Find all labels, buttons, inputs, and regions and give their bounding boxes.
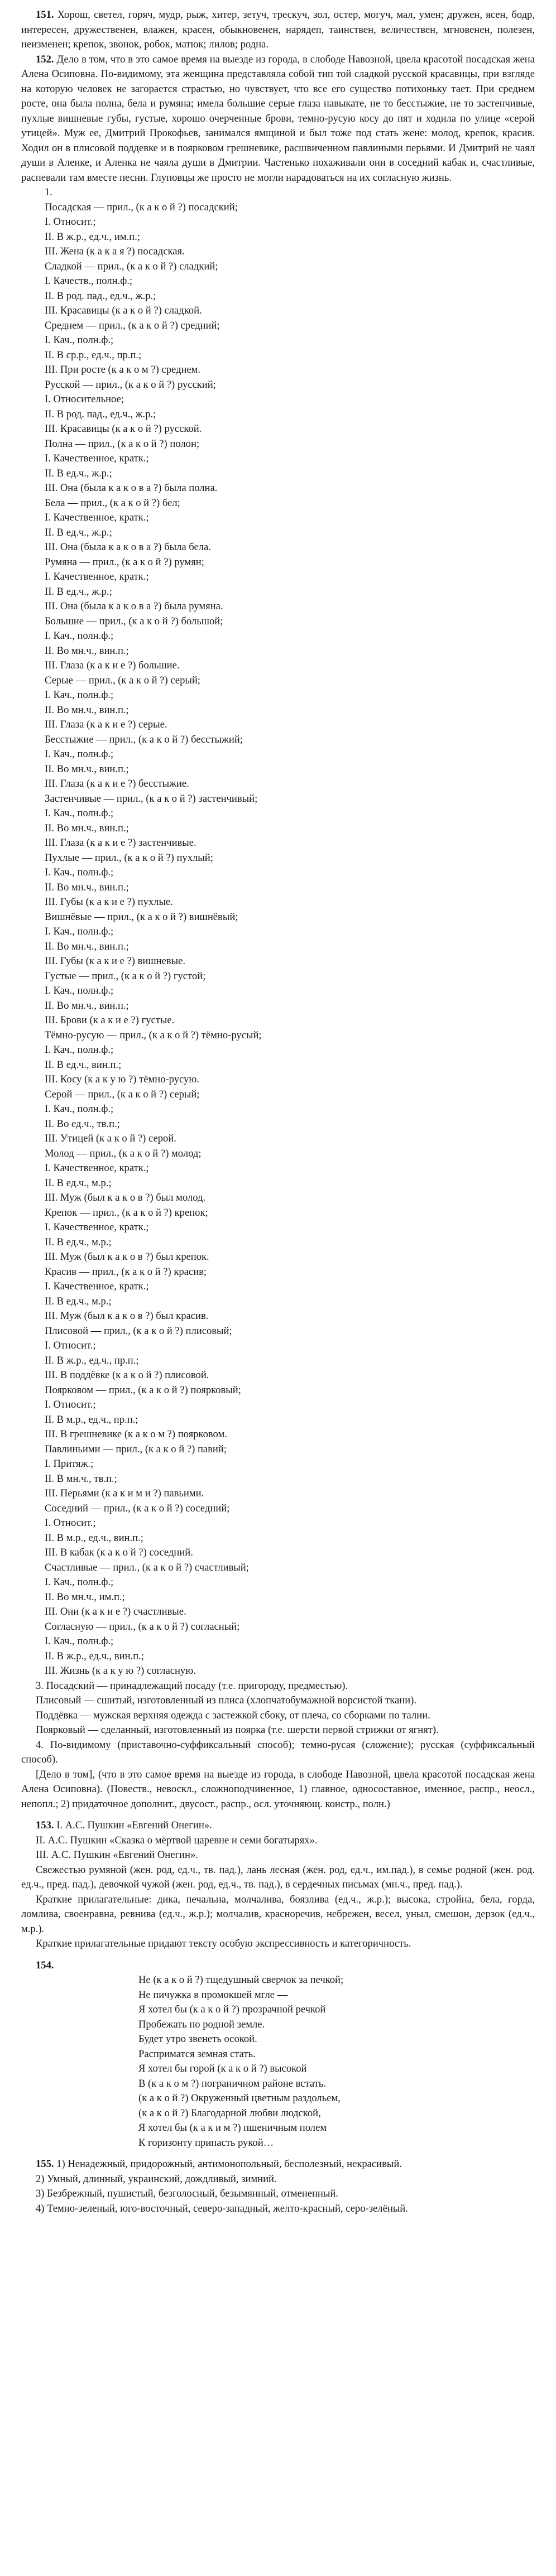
text-line: Соседний — прил., (к а к о й ?) соседний; bbox=[45, 1502, 230, 1514]
text-line: Пробежать по родной земле. bbox=[138, 2018, 265, 2030]
text-line: Сладкой — прил., (к а к о й ?) сладкий; bbox=[45, 260, 218, 272]
text-line: I. Кач., полн.ф.; bbox=[45, 926, 114, 937]
text-line: Пухлые — прил., (к а к о й ?) пухлый; bbox=[45, 851, 213, 864]
text-line: 4. По-видимому (приставочно-суффиксальный способ); темно-русая (сложение); русская (суффиксальный способ). bbox=[21, 1739, 535, 1765]
text-line: III. Утицей (к а к о й ?) серой. bbox=[45, 1133, 176, 1144]
text-line: Я хотел бы (к а к о й ?) прозрачной речкой bbox=[138, 2004, 326, 2015]
exercise-number: 155. bbox=[36, 2158, 54, 2170]
text-line: II. Во мн.ч., вин.п.; bbox=[45, 763, 129, 775]
text-line: I. Кач., полн.ф.; bbox=[45, 807, 114, 819]
text-line: Застенчивые — прил., (к а к о й ?) застенчивый; bbox=[45, 792, 258, 805]
exercise-155-head bbox=[21, 2157, 535, 2172]
text-line: II. В ед.ч., м.р.; bbox=[45, 1295, 112, 1307]
text-line: I. Относит.; bbox=[45, 216, 96, 228]
text-line: II. Во мн.ч., вин.п.; bbox=[45, 999, 129, 1012]
text-line: II. Во ед.ч., тв.п.; bbox=[45, 1118, 120, 1130]
text-line: I. Кач., полн.ф.; bbox=[45, 334, 114, 346]
text-line: Русской — прил., (к а к о й ?) русский; bbox=[45, 378, 216, 391]
text-line: Плисовой — прил., (к а к о й ?) плисовый; bbox=[45, 1325, 232, 1337]
text-line: I. Качественное, кратк.; bbox=[45, 452, 149, 464]
exercise-153 bbox=[21, 1818, 535, 1952]
text-line: III. Красавицы (к а к о й ?) сладкой. bbox=[45, 305, 202, 316]
text-line: III. Она (была к а к о в а ?) была бела. bbox=[45, 541, 211, 553]
text-line: III. В поддёвке (к а к о й ?) плисовой. bbox=[45, 1369, 209, 1381]
text-line: II. В ед.ч., м.р.; bbox=[45, 1236, 112, 1248]
text-line: Полна — прил., (к а к о й ?) полон; bbox=[45, 437, 200, 450]
text-line: II. В ед.ч., ж.р.; bbox=[45, 585, 112, 598]
text-line: (к а к о й ?) Благодарной любви людской, bbox=[138, 2107, 321, 2119]
text-line: III. Она (была к а к о в а ?) была румяна. bbox=[45, 600, 223, 612]
analysis-block bbox=[21, 185, 535, 1679]
text-line: Поддёвка — мужская верхняя одежда с застежкой сбоку, от плеча, со сборками по талии. bbox=[36, 1709, 430, 1721]
exercise-paragraph: Краткие прилагательные: дика, печальна, молчалива, боязлива (ед.ч., ж.р.); высока, стройна, бела, горда, ломлива, своенравна, ревнива (ед.ч., ж.р.); молчалив, красноречив, небрежен, весел, уныл, смешон, дерзок (ед.ч., м.р.). bbox=[21, 1893, 535, 1935]
text-line: III. Они (к а к и е ?) счастливые. bbox=[45, 1606, 186, 1617]
text-line: III. Муж (был к а к о в ?) был молод. bbox=[45, 1192, 206, 1203]
text-line: I. Относит.; bbox=[45, 1517, 96, 1529]
text-line: I. Относит.; bbox=[45, 1340, 96, 1351]
text-line: II. В род. пад., ед.ч., ж.р.; bbox=[45, 290, 156, 302]
poem bbox=[21, 1973, 535, 2150]
text-line: 3. Посадский — принадлежащий посаду (т.е. пригороду, предместью). bbox=[36, 1679, 348, 1692]
text-line: III. Брови (к а к и е ?) густые. bbox=[45, 1014, 175, 1026]
text-line: III. Глаза (к а к и е ?) большие. bbox=[45, 659, 180, 671]
text-line: [Дело в том], (что в это самое время на выезде из города, в слободе Навозной, цвела красотой посадская жена Алена Осиповна). (Повеств., невоскл., сложноподчиненное, 1) главное, односоставное, именное, распр., неосл., непопл.; 2) придаточное дополнит., двусост., распр., осл. уточняющ. констр., полн.) bbox=[21, 1768, 535, 1810]
exercise-number: 154. bbox=[36, 1959, 54, 1971]
exercise-line: 2) Умный, длинный, украинский, дождливый, зимний. bbox=[36, 2173, 277, 2185]
exercise-number: 153. bbox=[36, 1819, 54, 1831]
text-line: II. В ед.ч., м.р.; bbox=[45, 1177, 112, 1189]
text-line: Тёмно-русую — прил., (к а к о й ?) тёмно-русый; bbox=[45, 1029, 262, 1041]
spacer bbox=[21, 1812, 535, 1818]
text-line: К горизонту припасть рукой… bbox=[138, 2136, 274, 2149]
text-line: III. При росте (к а к о м ?) среднем. bbox=[45, 364, 201, 375]
exercise-text: Дело в том, что в это самое время на выезде из города, в слободе Навозной, цвела красотой посадская жена Алена Осиповна. По-видимому, эта женщина представляла собой тип той сладкой русской красавицы, при взгляде на которую человек не загорается страстью, но чувствует, что все его существо потихоньку тает. При среднем росте, она была полна, бела и румяна; имела большие серые глаза навыкате, не то бесстыжие, не то застенчивые, пухлые вишневые губы, густые, хорошо очерченные брови, темно-русую косу до пят и ходила по улице «серой утицей». Муж ее, Дмитрий Прокофьев, занимался ямщиной и был тоже под стать жене: молод, крепок, красив. Ходил он в плисовой поддевке и в поярковом грешневике, расшвиченном павлиными перьями. И Дмитрий не чаял души в Аленке, и Аленка не чаяла души в Дмитрии. Частенько похаживали они в соседний кабак и, счастливые, распевали там вместе песни. Глуповцы же просто не могли нарадоваться на их согласную жизнь. bbox=[21, 53, 535, 184]
exercise-153-head bbox=[21, 1818, 535, 1833]
text-line: II. В ж.р., ед.ч., пр.п.; bbox=[45, 1354, 139, 1366]
text-line: II. В ж.р., ед.ч., им.п.; bbox=[45, 230, 141, 243]
text-line: II. В м.р., ед.ч., вин.п.; bbox=[45, 1532, 143, 1544]
text-line: I. Относительное; bbox=[45, 393, 124, 405]
text-line: Не (к а к о й ?) тщедушный сверчок за печкой; bbox=[138, 1974, 344, 1986]
text-line: III. Губы (к а к и е ?) вишневые. bbox=[45, 955, 186, 967]
text-line: I. Качественное, кратк.; bbox=[45, 1280, 149, 1292]
text-line: Бела — прил., (к а к о й ?) бел; bbox=[45, 497, 180, 509]
text-line: I. Относит.; bbox=[45, 1399, 96, 1410]
exercise-line: 3) Безбрежный, пушистый, безголосный, безымянный, отмененный. bbox=[36, 2188, 338, 2199]
exercise-paragraph: Свежестью румяной (жен. род, ед.ч., тв. пад.), лань лесная (жен. род, ед.ч., им.пад.), в семье родной (жен. род. ед.ч., пред. пад.), девочкой чужой (жен. род, ед.ч., тв. пад.), в сердечных письмах (мн.ч., пред. пад.). bbox=[21, 1864, 535, 1890]
text-line: III. Красавицы (к а к о й ?) русской. bbox=[45, 423, 202, 435]
text-line: 1. bbox=[45, 186, 52, 198]
text-line: Плисовый — сшитый, изготовленный из плиса (хлопчатобумажной ворсистой ткани). bbox=[36, 1694, 417, 1706]
text-line: Молод — прил., (к а к о й ?) молод; bbox=[45, 1147, 202, 1159]
spacer bbox=[21, 1952, 535, 1958]
text-line: I. Кач., полн.ф.; bbox=[45, 630, 114, 642]
text-line: III. Глаза (к а к и е ?) бесстыжие. bbox=[45, 778, 189, 789]
text-line: II. Во мн.ч., вин.п.; bbox=[45, 644, 129, 657]
exercise-line: 4) Темно-зеленый, юго-восточный, северо-западный, желто-красный, серо-зелёный. bbox=[36, 2202, 408, 2214]
text-line: Поярковом — прил., (к а к о й ?) поярковый; bbox=[45, 1384, 241, 1396]
text-line: III. В кабак (к а к о й ?) соседний. bbox=[45, 1547, 193, 1558]
spacer bbox=[21, 2150, 535, 2157]
text-line: III. Она (была к а к о в а ?) была полна. bbox=[45, 482, 218, 494]
text-line: II. Во мн.ч., вин.п.; bbox=[45, 704, 129, 716]
text-line: III. Жизнь (к а к у ю ?) согласную. bbox=[45, 1665, 196, 1677]
text-line: Вишнёвые — прил., (к а к о й ?) вишнёвый; bbox=[45, 911, 238, 923]
text-line: I. Кач., полн.ф.; bbox=[45, 689, 114, 701]
text-line: (к а к о й ?) Окруженный цветным раздольем, bbox=[138, 2092, 341, 2104]
exercise-paragraph: Краткие прилагательные придают тексту особую экспрессивность и категоричность. bbox=[36, 1938, 411, 1949]
text-line: I. Кач., полн.ф.; bbox=[45, 1044, 114, 1056]
text-line: II. В м.р., ед.ч., пр.п.; bbox=[45, 1413, 138, 1426]
text-line: I. Качественное, кратк.; bbox=[45, 512, 149, 523]
text-line: III. Глаза (к а к и е ?) застенчивые. bbox=[45, 837, 196, 849]
text-line: Среднем — прил., (к а к о й ?) средний; bbox=[45, 319, 220, 331]
text-line: II. В ср.р., ед.ч., пр.п.; bbox=[45, 349, 142, 361]
text-line: Я хотел бы (к а к и м ?) пшеничным полем bbox=[138, 2122, 327, 2134]
text-line: I. Притяж.; bbox=[45, 1458, 94, 1470]
exercise-line: II. А.С. Пушкин «Сказка о мёртвой царевне и семи богатырях». bbox=[36, 1834, 318, 1846]
text-line: Счастливые — прил., (к а к о й ?) счастливый; bbox=[45, 1561, 249, 1573]
text-line: III. В грешневике (к а к о м ?) поярковом. bbox=[45, 1428, 227, 1440]
text-line: Посадская — прил., (к а к о й ?) посадский; bbox=[45, 201, 238, 213]
notes-block bbox=[21, 1679, 535, 1812]
exercise-151 bbox=[21, 8, 535, 52]
text-line: Большие — прил., (к а к о й ?) большой; bbox=[45, 615, 223, 627]
exercise-155 bbox=[21, 2157, 535, 2216]
text-line: III. Косу (к а к у ю ?) тёмно-русую. bbox=[45, 1073, 199, 1085]
text-line: I. Качественное, кратк.; bbox=[45, 1221, 149, 1233]
text-line: II. В ед.ч., вин.п.; bbox=[45, 1058, 122, 1071]
text-line: Павлиньими — прил., (к а к о й ?) павий; bbox=[45, 1443, 227, 1455]
text-line: III. Муж (был к а к о в ?) был красив. bbox=[45, 1310, 209, 1322]
text-line: Не пичужка в промокшей мгле — bbox=[138, 1988, 288, 2001]
text-line: III. Глаза (к а к и е ?) серые. bbox=[45, 719, 167, 730]
text-line: Румяна — прил., (к а к о й ?) румян; bbox=[45, 556, 204, 568]
text-line: II. Во мн.ч., вин.п.; bbox=[45, 940, 129, 952]
text-line: I. Кач., полн.ф.; bbox=[45, 1635, 114, 1647]
text-line: Будет утро звенеть осокой. bbox=[138, 2033, 257, 2045]
text-line: I. Кач., полн.ф.; bbox=[45, 1103, 114, 1115]
exercise-line: 1) Ненадежный, придорожный, антимонопольный, бесполезный, некрасивый. bbox=[56, 2158, 402, 2170]
text-line: Бесстыжие — прил., (к а к о й ?) бесстыжий; bbox=[45, 733, 243, 745]
text-line: Густые — прил., (к а к о й ?) густой; bbox=[45, 970, 206, 982]
exercise-number: 152. bbox=[36, 53, 54, 65]
text-line: I. Кач., полн.ф.; bbox=[45, 985, 114, 996]
text-line: II. В ед.ч., ж.р.; bbox=[45, 526, 112, 538]
text-line: III. Жена (к а к а я ?) посадская. bbox=[45, 245, 185, 257]
text-line: II. В мн.ч., тв.п.; bbox=[45, 1472, 117, 1485]
text-line: В (к а к о м ?) пограничном районе встать. bbox=[138, 2077, 326, 2089]
text-line: Расприматся земная стать. bbox=[138, 2048, 256, 2060]
exercise-text: Хорош, светел, горяч, мудр, рыж, хитер, зетуч, трескуч, зол, остер, могуч, мал, умен; дружен, ясен, бодр, интересен, дружественен, влажен, красен, обыкновенен, нарядеп, таинствен, величествен, мгновенен, полезен, неизменен; крепок, звонок, робок, матюк; лилов; родна. bbox=[21, 9, 535, 50]
text-line: Согласную — прил., (к а к о й ?) согласный; bbox=[45, 1620, 240, 1633]
text-line: II. В ед.ч., ж.р.; bbox=[45, 467, 112, 479]
text-line: I. Качеств., полн.ф.; bbox=[45, 275, 133, 287]
exercise-154 bbox=[21, 1958, 535, 2151]
text-line: Я хотел бы горой (к а к о й ?) высокой bbox=[138, 2063, 307, 2074]
text-line: I. Кач., полн.ф.; bbox=[45, 866, 114, 878]
exercise-number: 151. bbox=[36, 9, 54, 21]
text-line: II. Во мн.ч., им.п.; bbox=[45, 1591, 125, 1603]
exercise-line: III. А.С. Пушкин «Евгений Онегин». bbox=[36, 1849, 198, 1861]
text-line: II. Во мн.ч., вин.п.; bbox=[45, 822, 129, 834]
text-line: I. Качественное, кратк.; bbox=[45, 571, 149, 582]
text-line: III. Перьями (к а к и м и ?) павьими. bbox=[45, 1487, 204, 1499]
text-line: Серой — прил., (к а к о й ?) серый; bbox=[45, 1088, 200, 1100]
text-line: III. Губы (к а к и е ?) пухлые. bbox=[45, 896, 173, 908]
exercise-number-line bbox=[21, 1958, 535, 1973]
exercise-152 bbox=[21, 52, 535, 186]
text-line: II. Во мн.ч., вин.п.; bbox=[45, 881, 129, 893]
exercise-line: I. А.С. Пушкин «Евгений Онегин». bbox=[56, 1819, 212, 1831]
text-line: III. Муж (был к а к о в ?) был крепок. bbox=[45, 1251, 209, 1263]
text-line: Красив — прил., (к а к о й ?) красив; bbox=[45, 1265, 207, 1278]
text-line: II. В ж.р., ед.ч., вин.п.; bbox=[45, 1650, 144, 1662]
text-line: I. Кач., полн.ф.; bbox=[45, 1576, 114, 1588]
text-line: I. Качественное, кратк.; bbox=[45, 1162, 149, 1174]
text-line: Крепок — прил., (к а к о й ?) крепок; bbox=[45, 1206, 208, 1219]
text-line: Поярковый — сделанный, изготовленный из поярка (т.е. шерсти первой стрижки от ягнят). bbox=[36, 1724, 439, 1736]
text-line: I. Кач., полн.ф.; bbox=[45, 748, 114, 760]
text-line: Серые — прил., (к а к о й ?) серый; bbox=[45, 674, 200, 686]
text-line: II. В род. пад., ед.ч., ж.р.; bbox=[45, 408, 156, 420]
